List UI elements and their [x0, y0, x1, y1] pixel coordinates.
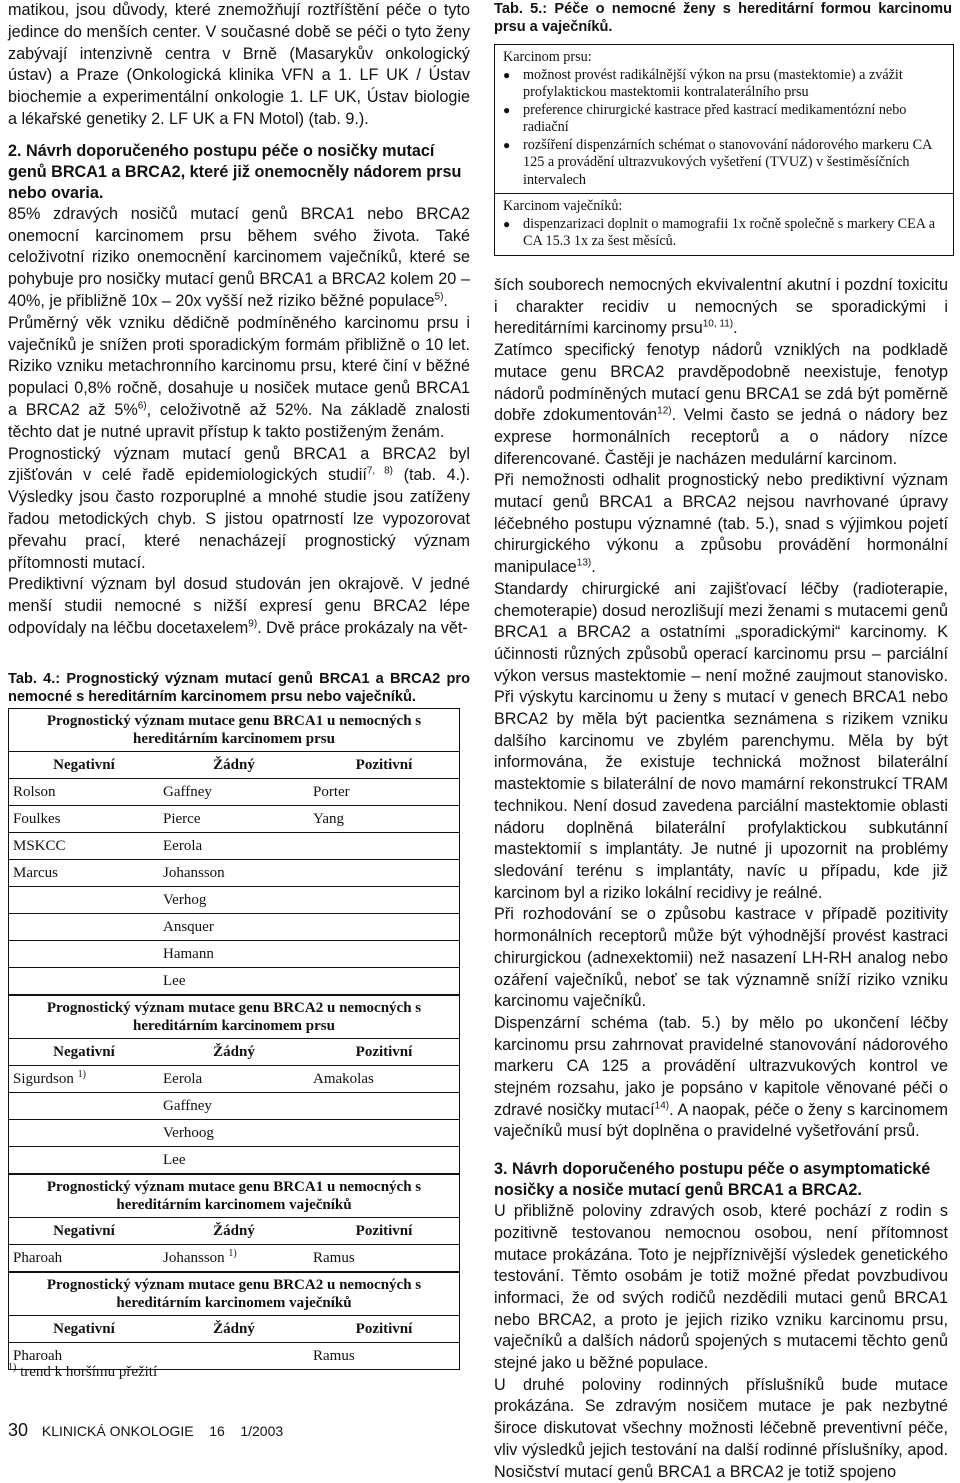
col-positive: Pozitivní — [355, 756, 413, 773]
journal-issue: 1/2003 — [240, 1423, 284, 1439]
cell-positive: Porter — [313, 783, 350, 800]
col-negative: Negativní — [53, 1043, 115, 1060]
list-item: ● rozšíření dispenzárních schémat o stanovování nádorového markeru CA 125 a provádění ultrazvukových vyšetření (TVUZ) v šestiměsíčních intervalech — [503, 137, 945, 190]
paragraph-castration: Při rozhodování se o způsobu kastrace v případě pozitivity hormonálních receptorů může být výhodnější provést kastraci chirurgickou (adnexektomii) než nasazení LH-RH analog nebo ozáření vaječníků, neboť se tak významně sníží riziko vzniku karcinomu vaječníků. — [494, 905, 948, 1011]
col-positive: Pozitivní — [355, 1222, 413, 1239]
table-row — [9, 941, 459, 968]
cell-none: Ansquer — [163, 918, 214, 935]
paragraph-treatment: Při nemožnosti odhalit prognostický nebo prediktivní význam mutací genů BRCA1 a BRCA2 nejsou navrhované úpravy léčebného postupu významné (tab. 5.), snad s výjimkou pojetí chirurgického výkonu a způsobu provádění hormonální manipulace$^{13)}$. — [494, 471, 948, 577]
cell-negative: Marcus — [13, 864, 58, 881]
cell-none: Gaffney — [163, 1097, 212, 1114]
section-title: Karcinom prsu: — [503, 49, 592, 65]
table-row — [9, 1093, 459, 1120]
section-title: Karcinom vaječníků: — [503, 198, 623, 214]
table-row — [9, 1066, 459, 1093]
right-column — [494, 275, 948, 1483]
cell-negative: Pharoah — [13, 1347, 63, 1364]
paragraph-intro: matikou, jsou důvody, které znemožňují roztříštění péče o tyto jedince do menších center. V současné době se péči o tyto ženy zabývají intenzivně centra v Brně (Masarykův onkologický ústav) a Praze (Onkologická klinika VFN a 1. LF UK / Ústav biochemie a experimentální onkologie 1. LF UK, Ústav biologie a lékařské genetiky 2. LF UK a FN Motol) (tab. 9.). — [8, 1, 470, 128]
table-row — [9, 1147, 459, 1173]
col-positive: Pozitivní — [355, 1043, 413, 1060]
table-row — [9, 914, 459, 941]
section-heading-3: 3. Návrh doporučeného postupu péče o asymptomatické nosičky a nosiče mutací genů BRCA1 a BRCA2. — [494, 1160, 931, 1200]
cell-none: Lee — [163, 1151, 186, 1168]
paragraph-dispensary: Dispenzární schéma (tab. 5.) by mělo po ukončení léčby karcinomu prsu zahrnovat pravidelné stanovování nádorového markeru CA 125 a provádění ultrazvukových kontrol ve stejném rozsahu, jako je popsáno v kapitole věnované péči o zdravé nosičky mutací$^{14)}$. A naopak, péče o ženy s karcinomem vaječníků musí být doplněna o pravidelné vyšetřování prsů. — [494, 1013, 948, 1141]
paragraph-predictive: Prediktivní význam byl dosud studován jen okrajově. V jedné menší studii nemocné s nižší expresí genu BRCA2 lépe odpovídaly na léčbu docetaxelem$^{9)}$. Dvě práce prokázaly na vět- — [8, 575, 470, 637]
col-positive: Pozitivní — [355, 1320, 413, 1337]
col-negative: Negativní — [53, 756, 115, 773]
table-row — [9, 887, 459, 914]
page-footer — [8, 1420, 283, 1441]
tab5-breast-section — [495, 45, 953, 193]
tab4-group-brca2-breast — [9, 995, 459, 1174]
tab5-ovary-section — [495, 193, 953, 255]
paragraph-risk: 85% zdravých nosičů mutací genů BRCA1 nebo BRCA2 onemocní karcinomem prsu během svého života. Také celoživotní riziko onemocnění karcinomem vaječníků, které se pohybuje pro nosičky mutací genů BRCA1 a BRCA2 kolem 20 – 40%, je přibližně 10x – 20x vyšší než riziko běžné populace$^{5)}$. — [8, 204, 470, 310]
table-row — [9, 833, 459, 860]
paragraph-negative-testing: U přibližně poloviny zdravých osob, které pochází z rodin s pozitivně testovanou nemocnou osobou, není přítomnost mutace prokázána. Toto je nejpříznivější výsledek genetického testování. Těmto osobám je totiž možné předat povzbudivou informaci, že od svých rodičů nezdědili mutaci genů BRCA1 nebo BRCA2, a proto je jejich riziko vzniku karcinomu prsu, vaječníků a dalších nádorů spojených s mutacemi těchto genů stejné jako u běžné populace. — [494, 1202, 948, 1373]
column-header-row — [9, 752, 459, 779]
cell-none: Hamann — [163, 945, 214, 962]
group-title: Prognostický význam mutace genu BRCA1 u nemocných s hereditárním karcinomem prsu — [9, 709, 459, 752]
column-header-row — [9, 1039, 459, 1066]
cell-none: Verhoog — [163, 1124, 214, 1141]
group-title: Prognostický význam mutace genu BRCA2 u nemocných s hereditárním karcinomem vaječníků — [9, 1272, 459, 1316]
cell-negative: MSKCC — [13, 837, 66, 854]
journal-volume: 16 — [209, 1423, 225, 1439]
tab4-group-brca1-ovary — [9, 1174, 459, 1272]
cell-negative: Foulkes — [13, 810, 61, 827]
cell-none: Johansson $^{1)}$ — [163, 1247, 237, 1266]
paragraph-phenotype: Zatímco specifický fenotyp nádorů vzniklých na podkladě mutace genu BRCA2 pravděpodobně neexistuje, fenotyp nádorů podmíněných mutací genu BRCA1 se zdá být poměrně dobře zdokumentován$^{12)}$. Velmi často se jedná o nádory bez exprese hormonálních receptorů a o nádory nízce diferencované. Častěji je nacházen medulární karcinom. — [494, 341, 949, 468]
paragraph-prognostic: Prognostický význam mutací genů BRCA1 a BRCA2 byl zjišťován v celé řadě epidemiologických studií$^{7, 8)}$ (tab. 4.). Výsledky jsou často rozporuplné a mnohé studie jsou zatíženy řadou metodických chyb. S jistou opatrností lze vypozorovat převahu prací, které nenacházejí prognostický význam přítomnosti mutací. — [8, 444, 470, 572]
cell-positive: Amakolas — [313, 1070, 374, 1087]
cell-positive: Ramus — [313, 1347, 355, 1364]
cell-none: Eerola — [163, 837, 203, 854]
table-row — [9, 779, 459, 806]
tab4-table — [8, 708, 460, 1370]
cell-none: Verhog — [163, 891, 207, 908]
left-column — [8, 0, 470, 706]
cell-none: Pierce — [163, 810, 201, 827]
col-negative: Negativní — [53, 1320, 115, 1337]
list-item: ● dispenzarizaci doplnit o mamografii 1x ročně společně s markery CEA a CA 15.3 1x za šest měsíců. — [503, 216, 945, 251]
tab4-group-brca1-breast — [9, 709, 459, 995]
cell-negative: Rolson — [13, 783, 56, 800]
tab5-caption: Tab. 5.: Péče o nemocné ženy s hereditární formou karcinomu prsu a vaječníků. — [494, 1, 952, 35]
paragraph-standards: Standardy chirurgické ani zajišťovací léčby (radioterapie, chemoterapie) dosud nerozlišují mezi ženami s mutacemi genů BRCA1 a BRCA2 a ostatními „sporadickými“ karcinomy. K účinnosti různých způsobů operací karcinomu prsu – parciální výkon versus mastektomie – není možné zaujmout stanovisko. Při výskytu karcinomu u ženy s mutací v genech BRCA1 nebo BRCA2 by měla být pacientka seznámena s rizikem vzniku dalšího karcinomu ve zbylém parenchymu. Měla by být informována, že existuje technická možnost bilaterální mastektomie s bilaterální de novo mamární rekonstrukcí TRAM technikou. Není dosud zavedena parciální mastektomie oblasti nádoru doplněná bilaterální profylaktickou subkutánní mastektomií s implantáty. Je nutné ji upozornit na problémy sledování terénu s implantáty, navíc u případu, kde již karcinom byl a riziko lokální recidivy je reálné. — [494, 579, 948, 902]
group-title: Prognostický význam mutace genu BRCA2 u nemocných s hereditárním karcinomem prsu — [9, 995, 459, 1039]
col-none: Žádný — [213, 756, 255, 773]
paragraph-carriers: U druhé poloviny rodinných příslušníků bude mutace prokázána. Se zdravým nosičem mutace je pak nezbytné široce diskutovat všechny možnosti léčebně preventivní péče, vliv výsledků jejich testování na další rodinné příslušníky, apod. Nosičství mutací genů BRCA1 a BRCA2 je totiž spojeno — [494, 1375, 948, 1481]
column-header-row — [9, 1316, 459, 1343]
cell-none: Lee — [163, 972, 186, 989]
group-title: Prognostický význam mutace genu BRCA1 u nemocných s hereditárním karcinomem vaječníků — [9, 1174, 459, 1218]
table-row — [9, 968, 459, 994]
tab5-box — [494, 44, 954, 256]
page-number: 30 — [8, 1420, 29, 1440]
table-row — [9, 806, 459, 833]
col-negative: Negativní — [53, 1222, 115, 1239]
cell-none: Johansson — [163, 864, 225, 881]
tab4-caption: Tab. 4.: Prognostický význam mutací genů BRCA1 a BRCA2 pro nemocné s hereditárním karcinomem prsu nebo vaječníků. — [8, 670, 470, 705]
col-none: Žádný — [213, 1320, 255, 1337]
tab4-footnote: $^{1)}$ trend k horšímu přežití — [8, 1362, 158, 1380]
paragraph-toxicity: ších souborech nemocných ekvivalentní akutní i pozdní toxicitu i charakter recidiv u nemocných se sporadickými i hereditárními karcinomy prsu$^{10, 11)}$. — [494, 276, 948, 338]
cell-none: Gaffney — [163, 783, 212, 800]
cell-negative: Sigurdson $^{1)}$ — [13, 1068, 86, 1087]
tab4-group-brca2-ovary — [9, 1272, 459, 1369]
paragraph-age: Průměrný věk vzniku dědičně podmíněného karcinomu prsu i vaječníků je snížen proti sporadickým formám přibližně o 10 let. Riziko vzniku metachronního karcinomu prsu, které činí v běžné populaci 0,8% ročně, dosahuje u nosiček mutace genů BRCA1 a BRCA2 až 5%$^{6)}$, celoživotně až 52%. Na základě znalosti těchto dat je nutné upravit přístup k takto postiženým ženám. — [8, 313, 470, 441]
table-row — [9, 1245, 459, 1271]
list-item: ● preference chirurgické kastrace před kastrací medikamentózní nebo radiační — [503, 102, 945, 137]
cell-none: Eerola — [163, 1070, 203, 1087]
column-header-row — [9, 1218, 459, 1245]
list-item: ● možnost provést radikálnější výkon na prsu (mastektomie) a zvážit profylaktickou mastektomii kontralaterálního prsu — [503, 67, 945, 102]
cell-positive: Ramus — [313, 1249, 355, 1266]
cell-negative: Pharoah — [13, 1249, 63, 1266]
col-none: Žádný — [213, 1222, 255, 1239]
section-heading-2: 2. Návrh doporučeného postupu péče o nosičky mutací genů BRCA1 a BRCA2, které již onemocněly nádorem prsu nebo ovaria. — [8, 141, 462, 202]
col-none: Žádný — [213, 1043, 255, 1060]
table-row — [9, 1120, 459, 1147]
cell-positive: Yang — [313, 810, 344, 827]
table-row — [9, 860, 459, 887]
journal-name: KLINICKÁ ONKOLOGIE — [41, 1423, 194, 1439]
